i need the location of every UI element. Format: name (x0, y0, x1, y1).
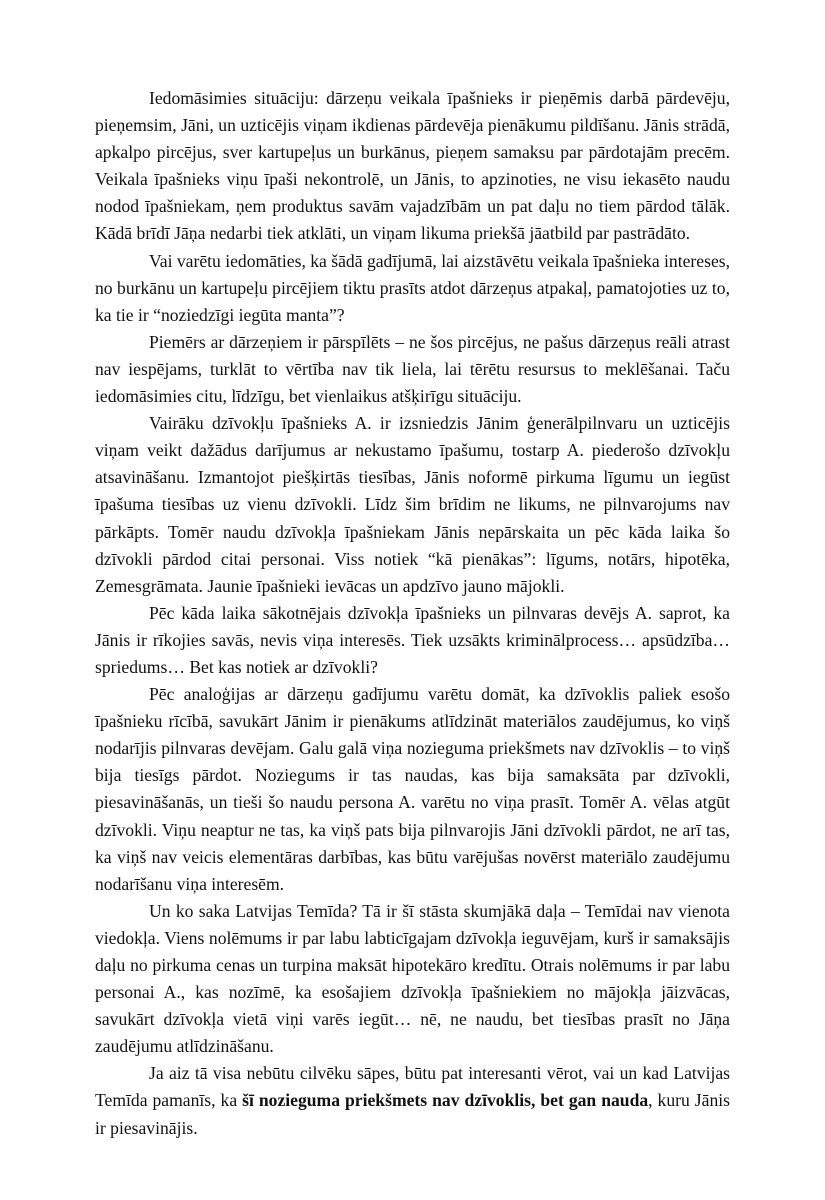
document-body (95, 85, 730, 1142)
paragraph-1: Iedomāsimies situāciju: dārzeņu veikala īpašnieks ir pieņēmis darbā pārdevēju, pieņemsim, Jāni, un uzticējis viņam ikdienas pārdevēja pienākumu pildīšanu. Jānis strādā, apkalpo pircējus, sver kartupeļus un burkānus, pieņem samaksu par pārdotajām precēm. Veikala īpašnieks viņu īpaši nekontrolē, un Jānis, to apzinoties, ne visu iekasēto naudu nodod īpašniekam, ņem produktus savām vajadzībām un pat daļu no tiem pārdod tālāk. Kādā brīdī Jāņa nedarbi tiek atklāti, un viņam likuma priekšā jāatbild par pastrādāto. (95, 88, 730, 244)
paragraph-8-text-after: , kuru Jānis ir piesavinājis. (95, 1090, 730, 1138)
paragraph-3: Piemērs ar dārzeņiem ir pārspīlēts – ne šos pircējus, ne pašus dārzeņus reāli atrast nav iespējams, turklāt to vērtība nav tik liela, lai tērētu resursus to meklēšanai. Taču iedomāsimies citu, līdzīgu, bet vienlaikus atšķirīgu situāciju. (95, 331, 730, 407)
paragraph-7: Un ko saka Latvijas Temīda? Tā ir šī stāsta skumjākā daļa – Temīdai nav vienota viedokļa. Viens nolēmums ir par labu labticīgajam dzīvokļa ieguvējam, kurš ir samaksājis daļu no pirkuma cenas un turpina maksāt hipotekāro kredītu. Otrais nolēmums ir par labu personai A., kas nozīmē, ka esošajiem dzīvokļa īpašniekiem no mājokļa jāizvācas, savukārt dzīvokļa vietā viņi varēs iegūt… nē, ne naudu, bet tiesības prasīt no Jāņa zaudējumu atlīdzināšanu. (95, 900, 730, 1057)
emphasized-conclusion: šī nozieguma priekšmets nav dzīvoklis, bet gan nauda (242, 1090, 649, 1111)
paragraph-4: Vairāku dzīvokļu īpašnieks A. ir izsniedzis Jānim ģenerālpilnvaru un uzticējis viņam veikt dažādus darījumus ar nekustamo īpašumu, tostarp A. piederošo dzīvokļu atsavināšanu. Izmantojot piešķirtās tiesības, Jānis noformē pirkuma līgumu un iegūst īpašuma tiesības uz vienu dzīvokli. Līdz šim brīdim ne likums, ne pilnvarojums nav pārkāpts. Tomēr naudu dzīvokļa īpašniekam Jānis nepārskaita un pēc kāda laika šo dzīvokli pārdod citai personai. Viss notiek “kā pienākas”: līgums, notārs, hipotēka, Zemesgrāmata. Jaunie īpašnieki ievācas un apdzīvo jauno mājokli. (95, 413, 730, 596)
paragraph-8 (95, 1060, 730, 1141)
paragraph-6: Pēc analoģijas ar dārzeņu gadījumu varētu domāt, ka dzīvoklis paliek esošo īpašnieku rīcībā, savukārt Jānim ir pienākums atlīdzināt materiālos zaudējumus, ko viņš nodarījis pilnvaras devējam. Galu galā viņa nozieguma priekšmets nav dzīvoklis – to viņš bija tiesīgs pārdot. Noziegums ir tas naudas, kas bija samaksāta par dzīvokli, piesavināšanās, un tieši šo naudu persona A. varētu no viņa prasīt. Tomēr A. vēlas atgūt dzīvokli. Viņu neaptur ne tas, ka viņš pats bija pilnvarojis Jāni dzīvokli pārdot, ne arī tas, ka viņš nav veicis elementāras darbības, kas būtu varējušas novērst materiālo zaudējumu nodarīšanu viņa interesēm. (95, 684, 730, 894)
paragraph-5: Pēc kāda laika sākotnējais dzīvokļa īpašnieks un pilnvaras devējs A. saprot, ka Jānis ir rīkojies savās, nevis viņa interesēs. Tiek uzsākts kriminālprocess… apsūdzība… spriedums… Bet kas notiek ar dzīvokli? (95, 602, 730, 677)
paragraph-2: Vai varētu iedomāties, ka šādā gadījumā, lai aizstāvētu veikala īpašnieka intereses, no burkānu un kartupeļu pircējiem tiktu prasīts atdot dārzeņus atpakaļ, pamatojoties uz to, ka tie ir “noziedzīgi iegūta manta”? (95, 250, 730, 325)
paragraph-8-text-before: Ja aiz tā visa nebūtu cilvēku sāpes, būtu pat interesanti vērot, vai un kad Latvijas Temīda pamanīs, ka (95, 1063, 730, 1111)
